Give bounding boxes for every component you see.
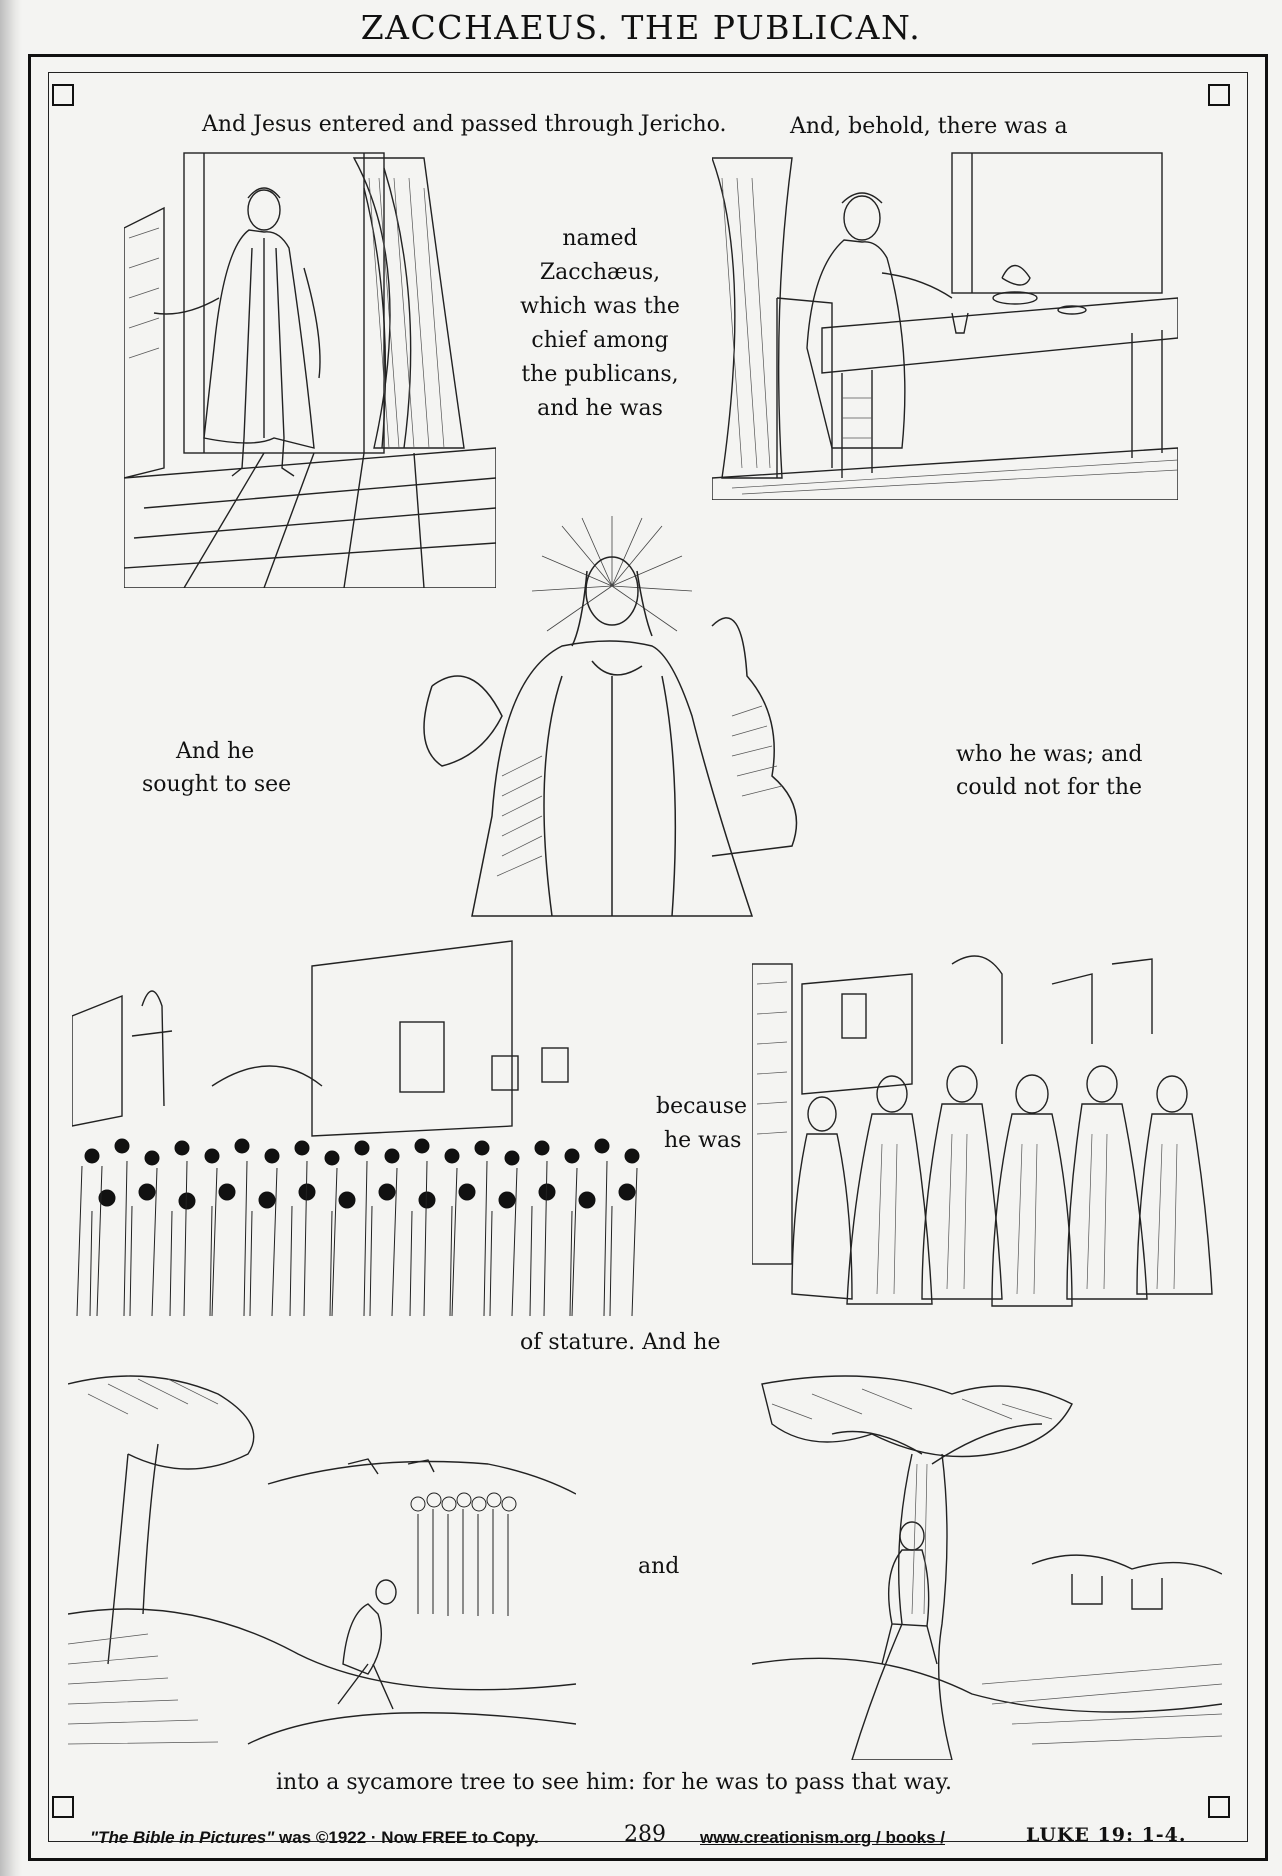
caption-line1-left: And Jesus entered and passed through Jericho. (202, 112, 727, 137)
illustration-man-climbing-sycamore (752, 1364, 1222, 1760)
illustration-man-running-ahead (68, 1364, 576, 1760)
caption-middle-line-3: which was the (520, 294, 680, 319)
caption-and-word: and (638, 1554, 680, 1579)
illustration-jesus-with-halo (412, 516, 824, 926)
corner-ornament-top-left (52, 84, 74, 106)
caption-middle-line-6: and he was (537, 396, 663, 421)
corner-ornament-bottom-right (1208, 1796, 1230, 1818)
caption-left-line-2: sought to see (142, 772, 292, 797)
footer-credit-title: "The Bible in Pictures" (90, 1828, 275, 1847)
footer-website-link[interactable]: www.creationism.org / books / (700, 1828, 945, 1847)
illustration-men-with-backs-turned (752, 944, 1222, 1316)
scripture-reference: LUKE 19: 1-4. (1026, 1824, 1187, 1846)
caption-left-line-1: And he (176, 739, 255, 764)
page-edge-shadow (0, 0, 22, 1876)
caption-because-line-2: he was (664, 1128, 742, 1153)
caption-middle-line-1: named (562, 226, 638, 251)
caption-middle-line-5: the publicans, (521, 362, 679, 387)
caption-middle-line-2: Zacchæus, (539, 260, 661, 285)
page-number: 289 (624, 1822, 666, 1847)
caption-line1-right: And, behold, there was a (790, 114, 1068, 139)
caption-bottom-line: into a sycamore tree to see him: for he was to pass that way. (276, 1770, 953, 1795)
page-title: ZACCHAEUS. THE PUBLICAN. (360, 8, 922, 47)
footer-credit (90, 1828, 539, 1848)
caption-middle-line-4: chief among (531, 328, 669, 353)
illustration-man-at-table (712, 148, 1178, 500)
caption-right-line-1: who he was; and (956, 742, 1143, 767)
illustration-crowd-before-house (72, 936, 654, 1316)
corner-ornament-bottom-left (52, 1796, 74, 1818)
caption-stature-line: of stature. And he (520, 1330, 721, 1355)
corner-ornament-top-right (1208, 84, 1230, 106)
caption-because-line-1: because (656, 1094, 748, 1119)
footer-credit-text: was ©1922 · Now FREE to Copy. (274, 1828, 539, 1847)
caption-right-line-2: could not for the (956, 775, 1143, 800)
